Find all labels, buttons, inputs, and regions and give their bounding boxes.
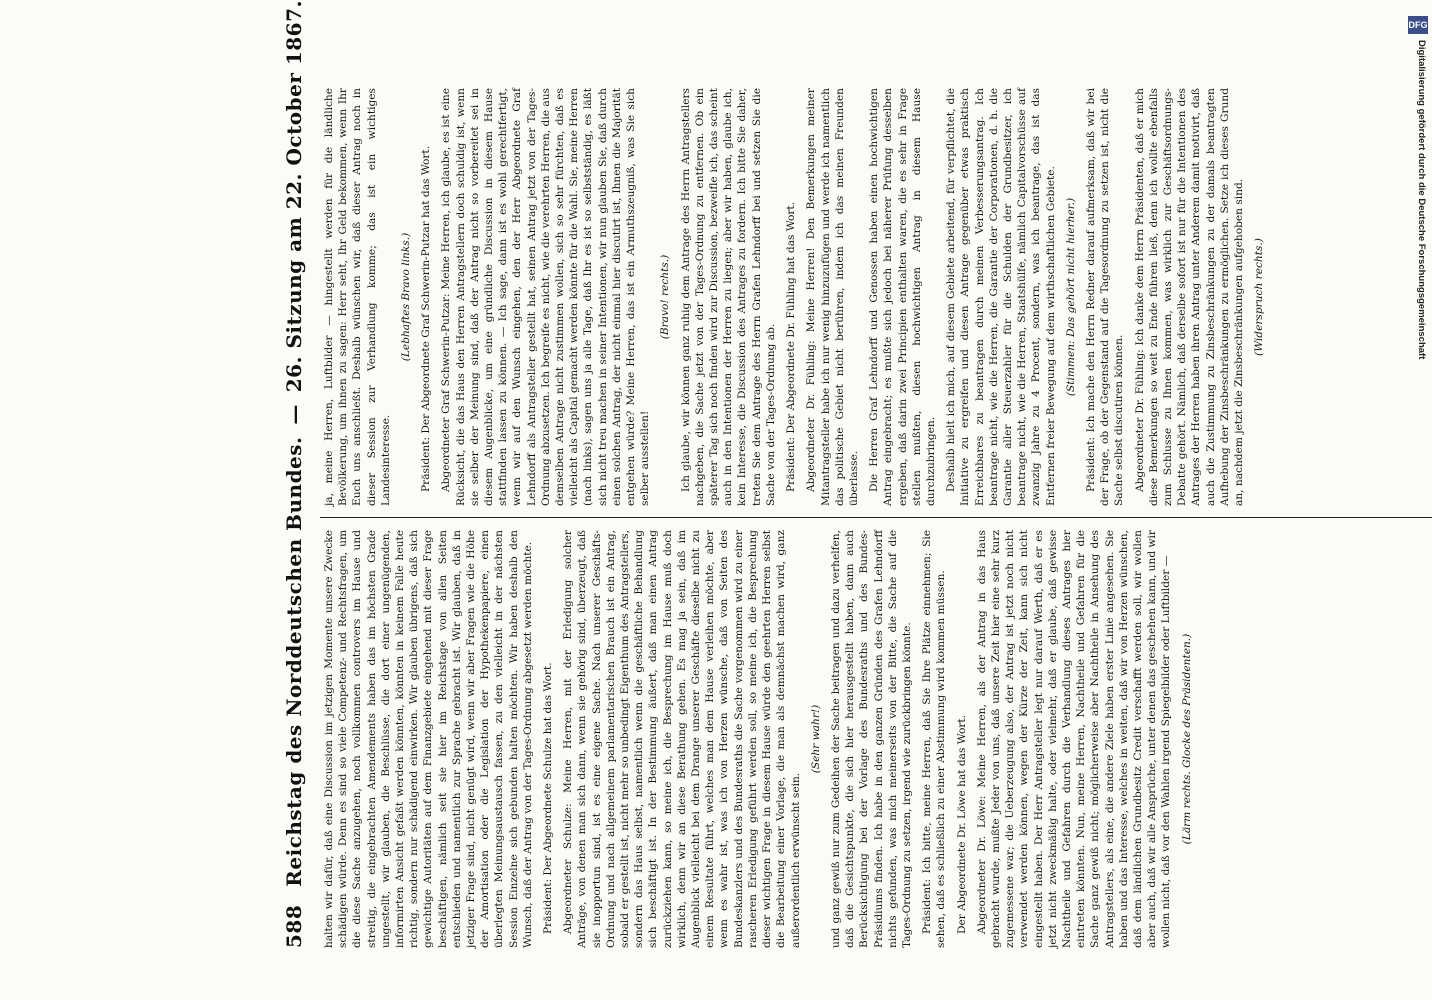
speaker-paragraph: Abgeordneter Dr. Fühling: Meine Herren! Den Bemerkungen meiner Mitantragsteller habe ich nur wenig hinzuzufügen und werde ich namentlich das politische Gebiet nicht berühren, indem ich das meinen Freunden überlasse. bbox=[805, 88, 860, 506]
interjection: (Bravo! rechts.) bbox=[659, 254, 672, 340]
speaker-paragraph: Abgeordneter Graf Schwerin-Putzar: Meine Herren, ich glaube, es ist eine Rücksicht, die das Haus den Herren Antragstellern doch schuldig ist, wenn sie selber der Meinung sind, daß der Antrag nicht so vorbereitet sei in diesem Augenblicke, um eine gründliche Discussion in diesem Hause stattfinden lassen zu können. — Ich sage, dann ist es wohl gerechtfertigt, wenn wir auf den Wunsch eingehen, den der Herr Abgeordnete Graf Lehndorff als Antragsteller gestellt hat, seinen Antrag jetzt von der Tages-Ordnung abzusetzen. Ich begreife es nicht, wie die verehrten Herren, die aus demselben Antrage nicht zustimmen wollen, sich so sehr fürchten, daß es vielleicht als Capital gemacht werden könnte für die Wahl. Sie, meine Herren (nach links), sagen uns ja alle Tage, daß Ihr es ist so selbstständig, es läßt sich nicht treu machen in seiner Intentionen, wir nun glauben Sie, daß durch einen solchen Antrag, der nicht einmal hier discutirt ist, Ihnen die Majorität entgehen würde? Meine Herren, das ist ein Armuthszeugniß, was Sie sich selber ausstellen! bbox=[440, 88, 652, 506]
column-divider bbox=[320, 517, 1432, 518]
page-number: 588 bbox=[282, 904, 306, 948]
paragraph: Deshalb hielt ich mich, auf diesem Gebiete arbeitend, für verpflichtet, die Initiative zu ergreifen und diesen Antrage gegenüber etwas praktisch Erreichbares zu beantragen durch meinen Verbesserungsantrag. Ich beantrage nicht, wie die Herren, die Garantie der Corporationen, d. h. die Garantie aller Steuerzahler für die Schulden der Grundbesitzer, ich beantrage nicht, wie die Herren, Staatshülfe, nämlich Capitalvorschüsse auf zwanzig Jahre zu 4 Procent, sondern, was ich beantrage, das ist das Entfernen freier Bewegung auf dem wirthschaftlichen Gebiete. bbox=[945, 88, 1057, 506]
paragraph: ja, meine Herren, Luftbilder — hingestellt werden für die ländliche Bevölkerung, um ihnen zu sagen: Herr seht, Ihr Geld bekommen, wenn Ihr Euch uns anschließt. Deshalb wünschen wir, daß dieser Antrag noch in dieser Session zur Verhandlung komme; das ist ein wichtiges Landesinteresse. bbox=[323, 88, 392, 506]
rotated-page bbox=[258, 0, 1432, 948]
session-title: 26. Sitzung am 22. October 1867. bbox=[282, 0, 306, 393]
paragraph: und ganz gewiß nur zum Gedeihen der Sache beitragen und dazu verhelfen, daß die Gesichtspunkte, die sich hier herausgestellt haben, dann auch Berücksichtigung bei der Vorlage des Bundesraths und des Bundes-Präsidiums finden. Ich habe in den ganzen Gründen des Grafen Lehndorff nichts gefunden, was mich meinerseits von der Bitte, die Sache auf die Tages-Ordnung zu setzen, irgend wie zurückbringen könnte. bbox=[829, 530, 913, 948]
interjection: (Stimmen: Das gehört nicht hierher.) bbox=[1064, 197, 1077, 397]
paragraph: Der Abgeordnete Dr. Löwe hat das Wort. bbox=[955, 714, 968, 934]
speaker-paragraph: Abgeordneter Dr. Fühling: Ich danke dem Herrn Präsidenten, daß er mich diese Bemerkungen so weit zu Ende führen ließ, denn ich wollte ebenfalls zum Schlusse zu Ihnen kommen, was wirklich zur Geschäftsordnungs-Debatte gehört. Nämlich, daß derselbe sofort ist nur für die Intentionen des Antrages der Herren haben ihren Antrag unter Anderem damit motivirt, daß auch die Zustimmung zu Zinsbeschränkungen zu der damals beantragten Aufhebung der Zinsbeschränkungen zu ermöglichen. Setze ich dieses Grund an, nachdem jetzt die Zinsbeschränkungen aufgehoben sind. bbox=[1133, 88, 1245, 506]
interjection: (Lärm rechts. Glocke des Präsidenten.) bbox=[1180, 633, 1193, 845]
interjection: (Sehr wahr!) bbox=[809, 704, 822, 774]
header-left bbox=[282, 436, 306, 948]
page-header bbox=[274, 0, 314, 948]
running-title: Reichstag des Norddeutschen Bundes. bbox=[282, 436, 306, 887]
credit-text: Digitalisierung gefördert durch die Deutsche Forschungsgemeinschaft bbox=[1416, 40, 1427, 360]
interjection: (Widerspruch rechts.) bbox=[1253, 238, 1266, 356]
speaker-paragraph: Abgeordneter Schulze: Meine Herren, mit der Erledigung solcher Anträge, von denen man sich dann, wenn sie gehörig sind, überzeugt, daß sie inopportun sind, ist es eine eigene Sache. Nach unserer Geschäfts-Ordnung und nach allgemeinem parlamentarischen Brauch ist ein Antrag, sobald er gestellt ist, nicht mehr so unbedingt Eigenthum des Antragstellers, sondern das Haus selbst, namentlich wenn die geschäftliche Behandlung sich beschäftigt ist. In der Bestimmung äußert, daß man einen Antrag zurückziehen kann, so meine ich, die Besprechung im Hause muß doch wirklich, denn wir an diese Berathung gehen. Es mag ja sein, daß im Augenblick vielleicht bei dem Drange unserer Geschäfte dieselbe nicht zu einem Resultate führt, welches man dem Hause verleihen möchte, aber wenn es wahr ist, was ich von Herzen wünsche, daß von Seiten des Bundeskanzlers und des Bundesraths die Sache vorgenommen wird zu einer rascheren Erledigung geführt werden soll, so meine ich, die Besprechung dieser wichtigen Frage in diesem Hause würde den geehrten Herren selbst die Bearbeitung einer Vorlage, die man als demnächst machen wird, ganz außerordentlich erwünscht sein. bbox=[562, 530, 802, 948]
header-dash: — bbox=[282, 404, 306, 425]
speaker-paragraph: Abgeordneter Dr. Löwe: Meine Herren, als der Antrag in das Haus gebracht wurde, mußte Jeder von uns, daß unsere Zeit hier eine sehr kurz zugemessene war; die Ueberzeugung also, der Antrag ist jetzt noch nicht verwendet werden können, wegen der Kürze der Zeit, kann sich nicht eingestellt haben. Der Herr Antragsteller legt nur darauf Werth, daß er es jetzt nicht zweckmäßig halte, oder vielmehr, daß er glaube, daß gewisse Nachtheile und Gefahren durch die Verhandlung dieses Antrages hier eintreten könnten. Nun, meine Herren, Nachtheile und Gefahren für die Sache ganz gewiß nicht; möglicherweise aber Nachtheile in Ansehung des Antragstellers, als eine, die andere Ziele haben erster Linie angesehen. Sie haben und das Interesse, welches in weiten, daß wir von Herzen wünschen, daß dem ländlichen Grundbesitz Credit verschafft werden soll, wir wollen aber auch, daß wir alle Ansprüche, unter denen das geschehen kann, und wir wollen nicht, daß vor den Wahlen irgend Spiegelbilder oder Luftbilder — bbox=[975, 530, 1173, 948]
paragraph: Ich glaube, wir können ganz ruhig dem Antrage des Herrn Antragstellers nachgeben, die Sache jetzt von der Tages-Ordnung zu entfernen. Ob ein späterer Tag sich noch finden wird zur Discussion, bezweifle ich, das scheint auch in den Intentionen der Herren zu liegen; aber wir haben, glaube ich, kein Interesse, die Discussion des Antrages zu fordern. Ich bitte Sie daher, treten Sie dem Antrage des Herrn Grafen Lehndorff bei und setzen Sie die Sache von der Tages-Ordnung ab. bbox=[679, 88, 777, 506]
speaker-paragraph: Präsident: Ich mache den Herrn Redner darauf aufmerksam, daß wir bei der Frage, ob der Gegenstand auf die Tagesordnung zu setzen ist, nicht die Sache selbst discutiren können. bbox=[1084, 88, 1126, 506]
speaker-paragraph: Präsident: Der Abgeordnete Schulze hat das Wort. bbox=[542, 662, 555, 934]
paragraph: Die Herren Graf Lehndorff und Genossen haben einen hochwichtigen Antrag eingebracht; es mußte sich jedoch bei näherer Prüfung desselben ergeben, daß darin zwei Principien enthalten waren, die es sehr in Frage stellen mußten, diesen hochwichtigen Antrag in diesem Hause durchzubringen. bbox=[868, 88, 937, 506]
dfg-logo: DFG bbox=[1408, 16, 1428, 34]
digitization-credit bbox=[1414, 40, 1432, 600]
column-right bbox=[322, 88, 1272, 506]
column-left bbox=[322, 530, 1200, 948]
speaker-paragraph: Präsident: Der Abgeordnete Graf Schwerin-Putzar hat das Wort. bbox=[420, 145, 433, 492]
interjection: (Lebhaftes Bravo links.) bbox=[400, 232, 413, 362]
speaker-paragraph: Präsident: Der Abgeordnete Dr. Fühling hat das Wort. bbox=[785, 201, 798, 492]
speaker-paragraph: Präsident: Ich bitte, meine Herren, daß Sie Ihre Plätze einnehmen; Sie sehen, daß es schließlich zu einer Abstimmung wird kommen müssen. bbox=[921, 530, 948, 948]
paragraph: halten wir dafür, daß eine Discussion im jetzigen Momente unsere Zwecke schädigen würde. Denn es sind so viele Competenz- und Rechtsfragen, um die diese Sache anzugehen, noch vollkommen controvers im Hause und streitig, die eingebrachten Amendements haben das im höchsten Grade ungestellt, wir glauben, die Beschlüsse, die dort einer ungenügenden, informirten Ansicht gefaßt werden könnten, könnten in keinem Falle heute richtig, sondern nur schädigend einwirken. Wir glauben übrigens, daß sich gewichtige Autoritäten auf dem Finanzgebiete eingehend mit dieser Frage beschäftigen, nämlich seit sie hier im Reichstage von allen Seiten entschieden und namentlich zur Sprache gebracht ist. Wir glauben, daß in jetziger Frage sind, nicht genügt wird, wenn wir aber Fragen wie die Höhe der Amortisation oder die Legislation der Hypothekenpapiere, einen überlegten Meinungsaustausch fassen, zu den vielleicht in der nächsten Session Einzelne sich gebunden halten möchten. Wir haben deshalb den Wunsch, daß der Antrag von der Tages-Ordnung abgesetzt werden möchte. bbox=[323, 530, 534, 948]
